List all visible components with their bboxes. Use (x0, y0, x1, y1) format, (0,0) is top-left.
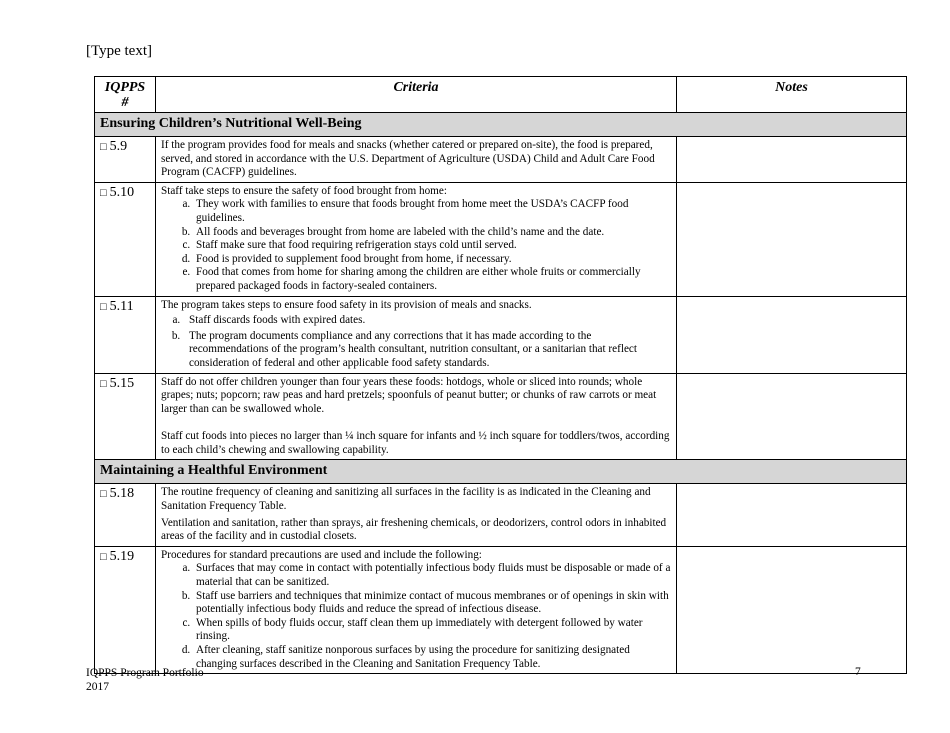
table-row (95, 484, 907, 546)
criterion-number: 5.10 (109, 184, 135, 200)
criteria-cell (156, 484, 677, 546)
page-number: 7 (855, 666, 861, 678)
criterion-list (161, 198, 671, 293)
criterion-text: Procedures for standard precautions are used and include the following: (161, 548, 482, 561)
list-item: b. All foods and beverages brought from home are labeled with the child’s name and the date. (193, 226, 671, 240)
checkbox-icon[interactable]: □ (100, 186, 107, 199)
table-header-row (95, 77, 907, 113)
criterion-number: 5.11 (109, 298, 134, 314)
section-header-row (95, 460, 907, 484)
criterion-text: Ventilation and sanitation, rather than sprays, air freshening chemicals, or deodorizers, control odors in inhabited areas of the facility and in custodial closets. (161, 516, 667, 543)
column-header-notes: Notes (677, 77, 907, 113)
notes-cell[interactable] (677, 182, 907, 296)
list-item: b. The program documents compliance and any corrections that it has made according to the recommendations of the program’s health consultant, nutrition consultant, or a sanitarian that reflect consideration of federal and other applicable food safety standards. (183, 330, 671, 371)
criterion-list (161, 314, 671, 370)
criterion-text: Staff take steps to ensure the safety of food brought from home: (161, 184, 447, 197)
column-header-number (95, 77, 156, 113)
criterion-number: 5.19 (109, 548, 135, 564)
criterion-number-cell (95, 137, 156, 183)
criterion-number: 5.9 (109, 139, 128, 154)
list-item: c. Staff make sure that food requiring refrigeration stays cold until served. (193, 239, 671, 253)
page-footer (86, 666, 204, 694)
criterion-number-cell (95, 484, 156, 546)
notes-cell[interactable] (677, 296, 907, 373)
checkbox-icon[interactable]: □ (100, 141, 107, 153)
page-header-placeholder: [Type text] (86, 43, 153, 59)
criterion-text: Staff do not offer children younger than four years these foods: hotdogs, whole or sliced into rounds; whole grapes; nuts; popcorn; raw peas and hard pretzels; spoonfuls of peanut butter; or chunks of raw carrots or meat larger than can be swallowed whole. (161, 375, 657, 415)
list-item: c. When spills of body fluids occur, staff clean them up immediately with detergent followed by water rinsing. (193, 617, 671, 644)
notes-cell[interactable] (677, 484, 907, 546)
table-row (95, 296, 907, 373)
criterion-number-cell (95, 296, 156, 373)
list-item: e. Food that comes from home for sharing among the children are either whole fruits or commercially prepared packaged foods in factory-sealed containers. (193, 266, 671, 293)
section-title: Maintaining a Healthful Environment (95, 460, 907, 484)
table-row (95, 182, 907, 296)
criterion-text: If the program provides food for meals and snacks (whether catered or prepared on-site), the food is prepared, served, and stored in accordance with the U.S. Department of Agriculture (USDA) Child and Adult Care Food Program (CACFP) guidelines. (161, 139, 655, 179)
list-item: d. Food is provided to supplement food brought from home, if necessary. (193, 253, 671, 267)
footer-year: 2017 (86, 681, 109, 693)
notes-cell[interactable] (677, 373, 907, 460)
criteria-cell (156, 137, 677, 183)
column-header-number-symbol: # (121, 95, 129, 110)
table-row (95, 546, 907, 673)
list-item: d. After cleaning, staff sanitize nonporous surfaces by using the procedure for sanitizing designated changing surfaces described in the Cleaning and Sanitation Frequency Table. (193, 644, 671, 671)
notes-cell[interactable] (677, 546, 907, 673)
criterion-number-cell (95, 182, 156, 296)
column-header-criteria: Criteria (156, 77, 677, 113)
criteria-cell (156, 296, 677, 373)
criterion-list (161, 562, 671, 671)
list-item: a. They work with families to ensure that foods brought from home meet the USDA’s CACFP food guidelines. (193, 198, 671, 225)
checkbox-icon[interactable]: □ (100, 550, 107, 563)
checkbox-icon[interactable]: □ (100, 300, 107, 313)
notes-cell[interactable] (677, 137, 907, 183)
table-row (95, 137, 907, 183)
criterion-number: 5.15 (109, 375, 135, 391)
criterion-number-cell (95, 546, 156, 673)
criteria-cell (156, 182, 677, 296)
column-header-number-label: IQPPS (104, 80, 146, 95)
footer-title: IQPPS Program Portfolio (86, 667, 204, 679)
checkbox-icon[interactable]: □ (100, 377, 107, 390)
section-header-row (95, 113, 907, 137)
criterion-text: Staff cut foods into pieces no larger than ¼ inch square for infants and ½ inch square for toddlers/twos, according to each child’s chewing and swallowing capability. (161, 430, 670, 456)
table-row (95, 373, 907, 460)
list-item: a. Surfaces that may come in contact with potentially infectious body fluids must be disposable or made of a material that can be sanitized. (193, 562, 671, 589)
criteria-cell (156, 546, 677, 673)
list-item: a. Staff discards foods with expired dates. (183, 314, 671, 328)
criterion-number: 5.18 (109, 486, 135, 502)
criterion-number-cell (95, 373, 156, 460)
criterion-text: The program takes steps to ensure food safety in its provision of meals and snacks. (161, 298, 532, 311)
criteria-table (94, 76, 907, 674)
criterion-text: The routine frequency of cleaning and sanitizing all surfaces in the facility is as indicated in the Cleaning and Sanitation Frequency Table. (161, 486, 651, 513)
criteria-cell (156, 373, 677, 460)
section-title: Ensuring Children’s Nutritional Well-Being (95, 113, 907, 137)
checkbox-icon[interactable]: □ (100, 488, 107, 501)
list-item: b. Staff use barriers and techniques that minimize contact of mucous membranes or of openings in skin with potentially infectious body fluids and reduce the spread of infectious disease. (193, 590, 671, 617)
